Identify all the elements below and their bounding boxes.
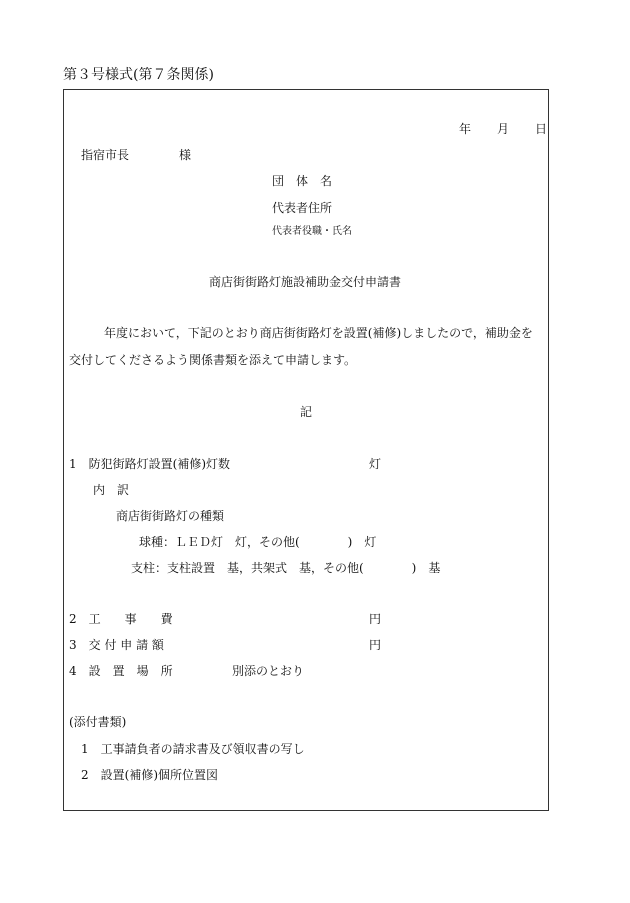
bulb-type-row: 球種：ＬＥＤ灯 灯，その他( ) 灯 (139, 535, 377, 549)
item-4-value: 別添のとおり (232, 664, 305, 678)
body-line-1: 年度において，下記のとおり商店街街路灯を設置(補修)しましたので，補助金を (104, 326, 533, 340)
document-title: 商店街街路灯施設補助金交付申請書 (209, 275, 402, 289)
item-2-unit: 円 (369, 612, 382, 626)
group-name-label: 団 体 名 (272, 174, 333, 188)
attachments-heading: (添付書類) (69, 715, 127, 729)
addressee-name: 指宿市長 (81, 148, 130, 162)
item-1-label: 1 防犯街路灯設置(補修)灯数 (69, 457, 230, 471)
body-line-2: 交付してくださるよう関係書類を添えて申請します。 (69, 353, 357, 367)
date-day-label: 日 (535, 122, 548, 136)
representative-address-label: 代表者住所 (272, 201, 333, 215)
item-1-unit: 灯 (369, 457, 382, 471)
ki-heading: 記 (300, 405, 313, 419)
date-month-label: 月 (497, 122, 510, 136)
form-frame (63, 89, 549, 811)
attachment-item: 1 工事請負者の請求書及び領収書の写し (81, 742, 305, 756)
item-3-label: 3 交 付 申 請 額 (69, 638, 164, 652)
light-type-heading: 商店街街路灯の種類 (116, 509, 225, 523)
addressee-honorific: 様 (179, 148, 192, 162)
item-4-label: 4 設 置 場 所 (69, 664, 173, 678)
representative-name-label: 代表者役職・氏名 (272, 226, 352, 237)
item-3-unit: 円 (369, 638, 382, 652)
pole-type-row: 支柱：支柱設置 基，共架式 基，その他( ) 基 (131, 561, 441, 575)
attachment-item: 2 設置(補修)個所位置図 (81, 768, 218, 782)
item-2-label: 2 工 事 費 (69, 612, 173, 626)
date-year-label: 年 (459, 122, 472, 136)
breakdown-label: 内 訳 (93, 483, 130, 497)
form-number: 第３号様式(第７条関係) (63, 67, 214, 83)
